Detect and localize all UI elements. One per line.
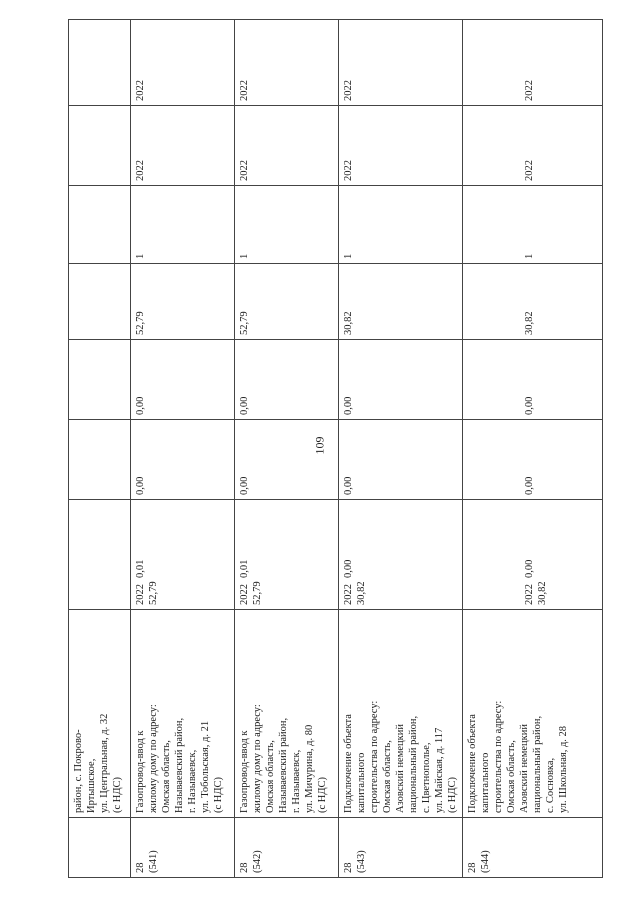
row-start-values xyxy=(463,500,603,610)
row-year-end-1: 2022 xyxy=(235,106,339,186)
row-value-a: 0,00 xyxy=(343,559,354,578)
row-year-end-2: 2022 xyxy=(235,20,339,106)
row-value-c: 0,00 xyxy=(463,420,603,500)
row-start-values xyxy=(131,500,235,610)
row-count: 1 xyxy=(339,186,463,264)
row-value-b: 30,82 xyxy=(537,581,548,605)
row-year-start: 2022 xyxy=(343,584,354,605)
row-description: Газопровод-ввод к жилому дому по адресу: Омская область, Называевский район, г. Называевск, ул. Мичурина, д. 80 (с НДС) xyxy=(235,610,339,818)
row-value-e xyxy=(69,264,131,340)
row-year-end-1: 2022 xyxy=(131,106,235,186)
row-year-start: 2022 xyxy=(524,584,535,605)
row-value-c xyxy=(69,420,131,500)
row-value-b: 52,79 xyxy=(252,581,263,605)
row-value-a: 0,01 xyxy=(239,559,250,578)
row-year-end-2: 2022 xyxy=(131,20,235,106)
row-count: 1 xyxy=(235,186,339,264)
row-start-values xyxy=(69,500,131,610)
table-row xyxy=(339,20,463,878)
row-year-start: 2022 xyxy=(135,584,146,605)
row-value-e: 30,82 xyxy=(339,264,463,340)
row-value-d xyxy=(69,340,131,420)
row-value-d: 0,00 xyxy=(235,340,339,420)
row-value-d: 0,00 xyxy=(339,340,463,420)
row-value-c: 0,00 xyxy=(339,420,463,500)
row-value-b: 30,82 xyxy=(356,581,367,605)
row-value-d: 0,00 xyxy=(463,340,603,420)
row-value-c: 0,00 xyxy=(131,420,235,500)
row-year-end-2: 2022 xyxy=(463,20,603,106)
row-year-end-1 xyxy=(69,106,131,186)
row-number: 28 (543) xyxy=(339,818,463,878)
data-table xyxy=(68,19,603,878)
row-count: 1 xyxy=(131,186,235,264)
row-count xyxy=(69,186,131,264)
row-year-end-2: 2022 xyxy=(339,20,463,106)
row-year-end-2 xyxy=(69,20,131,106)
rotated-table-sheet xyxy=(68,20,594,878)
row-value-e: 52,79 xyxy=(131,264,235,340)
row-year-end-1: 2022 xyxy=(339,106,463,186)
row-value-a: 0,00 xyxy=(524,559,535,578)
row-value-c: 0,00 xyxy=(235,420,339,500)
table-row xyxy=(69,20,131,878)
row-year-end-1: 2022 xyxy=(463,106,603,186)
row-description: Подключение объекта капитального строительства по адресу: Омская область, Азовский немецкий национальный район, с. Цветнополье, ул. Майская, д. 117 (с НДС) xyxy=(339,610,463,818)
row-value-e: 52,79 xyxy=(235,264,339,340)
row-count: 1 xyxy=(463,186,603,264)
row-description: район, с. Покрово- Иртышское, ул. Центральная, д. 32 (с НДС) xyxy=(69,610,131,818)
row-start-values xyxy=(339,500,463,610)
table-row xyxy=(235,20,339,878)
page-number: 109 xyxy=(312,436,327,455)
row-number: 28 (542) xyxy=(235,818,339,878)
row-year-start: 2022 xyxy=(239,584,250,605)
table-row xyxy=(131,20,235,878)
row-number: 28 (544) xyxy=(463,818,603,878)
row-start-values xyxy=(235,500,339,610)
row-description: Газопровод-ввод к жилому дому по адресу: Омская область, Называевский район, г. Называевск, ул. Тобольская, д. 21 (с НДС) xyxy=(131,610,235,818)
row-number xyxy=(69,818,131,878)
row-value-a: 0,01 xyxy=(135,559,146,578)
row-value-e: 30,82 xyxy=(463,264,603,340)
row-description: Подключение объекта капитального строительства по адресу: Омская область, Азовский немецкий национальный район, с. Сосновка, ул. Школьная, д. 28 xyxy=(463,610,603,818)
row-value-d: 0,00 xyxy=(131,340,235,420)
row-number: 28 (541) xyxy=(131,818,235,878)
table-row xyxy=(463,20,603,878)
row-value-b: 52,79 xyxy=(148,581,159,605)
